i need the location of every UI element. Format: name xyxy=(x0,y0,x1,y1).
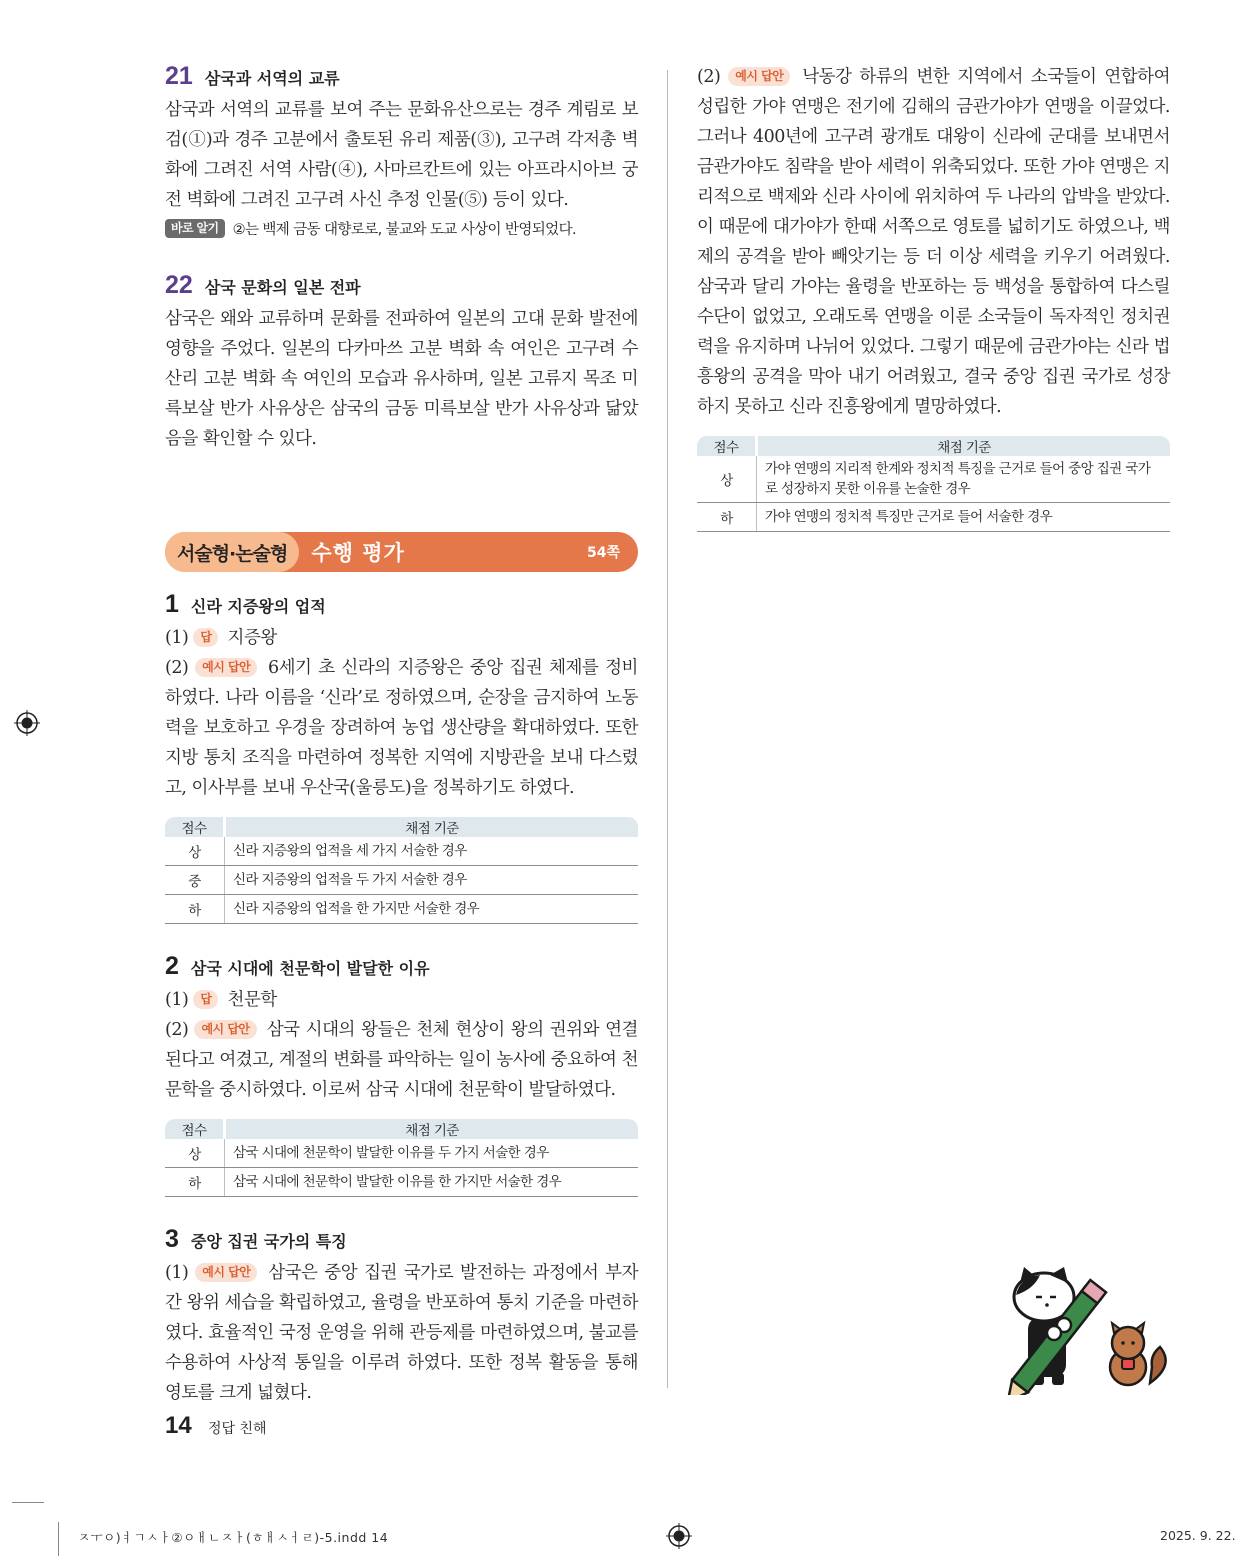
score-cell: 상 xyxy=(165,837,225,866)
score-cell: 중 xyxy=(165,866,225,895)
scoring-table xyxy=(165,1119,638,1197)
problem-2 xyxy=(165,952,638,1197)
answer-tag: 예시 답안 xyxy=(195,1263,257,1282)
answer-text: 낙동강 하류의 변한 지역에서 소국들이 연합하여 성립한 가야 연맹은 전기에 김해의 금관가야가 연맹을 이끌었다. 그러나 400년에 고구려 광개토 대왕이 신라에 군대를 보내면서 금관가야도 침략을 받아 세력이 위축되었다. 또한 가야 연맹은 지리적으로 백제와 신라 사이에 위치하여 두 나라의 압박을 받았다. 이 때문에 대가야가 한때 서쪽으로 영토를 넓히기도 하였으나, 백제의 공격을 받아 빼앗기는 등 더 이상 세력을 키우기 어려웠다. 삼국과 달리 가야는 율령을 반포하는 등 백성을 통합하여 다스릴 수단이 없었고, 오래도록 연맹을 이룬 소국들이 독자적인 정치권력을 유지하며 나뉘어 있었다. 그렇기 때문에 금관가야는 신라 법흥왕의 공격을 막아 내기 어려웠고, 결국 중앙 집권 국가로 성장하지 못하고 신라 진흥왕에게 멸망하였다. xyxy=(697,67,1170,417)
check-tag: 바로 알기 xyxy=(165,219,225,238)
table-row xyxy=(165,1168,638,1197)
answer-tag: 답 xyxy=(193,990,218,1009)
problem-3 xyxy=(165,1225,638,1408)
explanation-text: 삼국은 왜와 교류하며 문화를 전파하여 일본의 고대 문화 발전에 영향을 주었다. 일본의 다카마쓰 고분 벽화 속 여인은 고구려 수산리 고분 벽화 속 여인의 모습과 유사하며, 일본 고류지 목조 미륵보살 반가 사유상은 삼국의 금동 미륵보살 반가 사유상과 닮았음을 확인할 수 있다. xyxy=(165,309,638,449)
problem-title: 중앙 집권 국가의 특징 xyxy=(190,1232,347,1251)
right-column xyxy=(697,62,1170,532)
scoring-table xyxy=(697,436,1170,532)
banner-title: 수행 평가 xyxy=(311,541,405,565)
criteria-cell: 삼국 시대에 천문학이 발달한 이유를 한 가지만 서술한 경우 xyxy=(225,1168,639,1197)
question-explanation xyxy=(165,304,638,454)
problem-number: 3 xyxy=(165,1225,179,1253)
question-number: 22 xyxy=(165,271,193,299)
problem-number: 2 xyxy=(165,952,179,980)
column-divider xyxy=(667,70,668,1388)
answer-prefix: (1) xyxy=(165,628,189,648)
criteria-cell: 가야 연맹의 지리적 한계와 정치적 특징을 근거로 들어 중앙 집권 국가로 성장하지 못한 이유를 논술한 경우 xyxy=(757,456,1171,503)
score-cell: 상 xyxy=(165,1139,225,1168)
answer-prefix: (2) xyxy=(165,1020,189,1040)
answer-tag: 답 xyxy=(193,628,218,647)
left-column xyxy=(165,62,638,1408)
answer-tag: 예시 답안 xyxy=(195,658,257,677)
answer-prefix: (2) xyxy=(697,67,721,87)
criteria-cell: 가야 연맹의 정치적 특징만 근거로 들어 서술한 경우 xyxy=(757,503,1171,532)
table-header-criteria: 채점 기준 xyxy=(757,436,1171,456)
footer-label: 정답 친해 xyxy=(208,1421,267,1437)
slug-filename: ㅈㅜㅇ)ㅕㄱㅅㅏ②ㅇㅐㄴㅈㅏ(ㅎㅐㅅㅓㄹ)-5.indd 14 xyxy=(78,1530,389,1545)
answer-prefix: (1) xyxy=(165,1263,189,1283)
problem-number: 1 xyxy=(165,590,179,618)
table-header-criteria: 채점 기준 xyxy=(225,1119,639,1139)
table-row xyxy=(165,895,638,924)
explanation-text: 삼국과 서역의 교류를 보여 주는 문화유산으로는 경주 계림로 보검(①)과 경주 고분에서 출토된 유리 제품(③), 고구려 각저총 벽화에 그려진 서역 사람(④), 사마르칸트에 있는 아프라시아브 궁전 벽화에 그려진 고구려 사신 추정 인물(⑤) 등이 있다. xyxy=(165,100,638,210)
problem-answer xyxy=(165,1258,638,1408)
criteria-cell: 신라 지증왕의 업적을 세 가지 서술한 경우 xyxy=(225,837,639,866)
problem-answer xyxy=(697,62,1170,422)
criteria-cell: 삼국 시대에 천문학이 발달한 이유를 두 가지 서술한 경우 xyxy=(225,1139,639,1168)
answer-text: 천문학 xyxy=(227,990,277,1010)
table-header-criteria: 채점 기준 xyxy=(225,817,639,837)
question-22 xyxy=(165,271,638,454)
table-header-score: 점수 xyxy=(165,1119,225,1139)
criteria-cell: 신라 지증왕의 업적을 두 가지 서술한 경우 xyxy=(225,866,639,895)
question-number: 21 xyxy=(165,62,193,90)
check-note xyxy=(165,215,638,245)
squirrel-illustration xyxy=(1110,1323,1166,1385)
crop-mark xyxy=(12,1502,44,1503)
answer-prefix: (2) xyxy=(165,658,189,678)
answer-text: 6세기 초 신라의 지증왕은 중앙 집권 체제를 정비하였다. 나라 이름을 ‘신라’로 정하였으며, 순장을 금지하여 노동력을 보호하고 우경을 장려하여 농업 생산량을 확대하였다. 또한 지방 통치 조직을 마련하여 정복한 지역에 지방관을 보내 다스렸고, 이사부를 보내 우산국(울릉도)을 정복하기도 하였다. xyxy=(165,658,638,798)
question-title: 삼국 문화의 일본 전파 xyxy=(204,278,361,297)
question-title: 삼국과 서역의 교류 xyxy=(204,69,340,88)
score-cell: 상 xyxy=(697,456,757,503)
page-number: 14 xyxy=(165,1412,192,1439)
answer-prefix: (1) xyxy=(165,990,189,1010)
table-row xyxy=(165,837,638,866)
slug-date: 2025. 9. 22. xyxy=(1160,1528,1236,1543)
answer-text: 삼국 시대의 왕들은 천체 현상이 왕의 권위와 연결된다고 여겼고, 계절의 변화를 파악하는 일이 농사에 중요하여 천문학을 중시하였다. 이로써 삼국 시대에 천문학이 발달하였다. xyxy=(165,1020,638,1100)
table-row xyxy=(697,456,1170,503)
banner-page-ref: 54쪽 xyxy=(586,545,620,561)
problem-answer xyxy=(165,985,638,1105)
question-21 xyxy=(165,62,638,245)
crop-mark xyxy=(58,1522,59,1556)
registration-mark-icon xyxy=(666,1523,692,1549)
banner-category: 서술형·논술형 xyxy=(165,532,299,572)
table-header-score: 점수 xyxy=(697,436,757,456)
check-text: ②는 백제 금동 대향로로, 불교와 도교 사상이 반영되었다. xyxy=(232,222,576,238)
performance-assessment-banner xyxy=(165,532,638,572)
criteria-cell: 신라 지증왕의 업적을 한 가지만 서술한 경우 xyxy=(225,895,639,924)
question-explanation xyxy=(165,95,638,215)
registration-mark-icon xyxy=(14,710,40,736)
cat-with-pencil-illustration xyxy=(1000,1255,1175,1395)
answer-text: 삼국은 중앙 집권 국가로 발전하는 과정에서 부자 간 왕위 세습을 확립하였고, 율령을 반포하여 통치 기준을 마련하였다. 효율적인 국정 운영을 위해 관등제를 마련하였으며, 불교를 수용하여 사상적 통일을 이루려 하였다. 또한 정복 활동을 통해 영토를 크게 넓혔다. xyxy=(165,1263,638,1403)
problem-title: 신라 지증왕의 업적 xyxy=(190,597,326,616)
answer-text: 지증왕 xyxy=(227,628,277,648)
score-cell: 하 xyxy=(165,895,225,924)
table-row xyxy=(165,1139,638,1168)
answer-tag: 예시 답안 xyxy=(194,1020,256,1039)
score-cell: 하 xyxy=(165,1168,225,1197)
problem-1 xyxy=(165,590,638,924)
table-row xyxy=(697,503,1170,532)
score-cell: 하 xyxy=(697,503,757,532)
table-row xyxy=(165,866,638,895)
scoring-table xyxy=(165,817,638,924)
problem-title: 삼국 시대에 천문학이 발달한 이유 xyxy=(190,959,430,978)
table-header-score: 점수 xyxy=(165,817,225,837)
answer-tag: 예시 답안 xyxy=(728,67,790,86)
problem-answer xyxy=(165,623,638,803)
